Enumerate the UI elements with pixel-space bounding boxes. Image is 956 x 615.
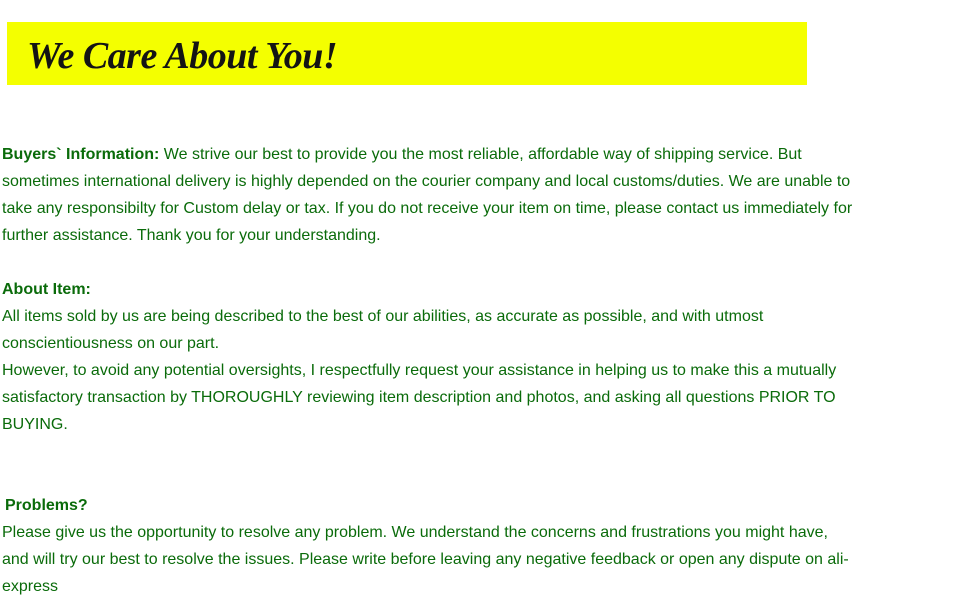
about-item-line-3: However, to avoid any potential oversights, I respectfully request your assistance in helping us to make this a mutually <box>2 362 837 379</box>
buyers-information-line-3: take any responsibilty for Custom delay or tax. If you do not receive your item on time, please contact us immediately for <box>2 200 853 217</box>
buyers-information-heading: Buyers` Information: <box>2 146 160 163</box>
about-item-line-5: BUYING. <box>2 416 68 433</box>
buyers-information-section <box>2 141 954 249</box>
problems-line-2: and will try our best to resolve the issues. Please write before leaving any negative feedback or open any dispute on ali- <box>2 551 849 568</box>
problems-line-3: express <box>2 578 59 595</box>
buyers-information-line-1 <box>2 141 954 168</box>
about-item-section <box>2 276 954 438</box>
problems-heading: Problems? <box>5 497 88 514</box>
buyers-information-line-4: further assistance. Thank you for your understanding. <box>2 227 381 244</box>
banner-title: We Care About You! <box>27 35 338 77</box>
problems-section <box>2 492 954 600</box>
problems-line-1: Please give us the opportunity to resolve any problem. We understand the concerns and frustrations you might have, <box>2 524 828 541</box>
about-item-heading: About Item: <box>2 281 91 298</box>
buyers-information-line-2: sometimes international delivery is highly depended on the courier company and local customs/duties. We are unable to <box>2 173 851 190</box>
about-item-line-1: All items sold by us are being described to the best of our abilities, as accurate as possible, and with utmost <box>2 308 764 325</box>
about-item-line-4: satisfactory transaction by THOROUGHLY reviewing item description and photos, and asking all questions PRIOR TO <box>2 389 836 406</box>
buyers-information-text: We strive our best to provide you the most reliable, affordable way of shipping service. But <box>159 146 802 163</box>
banner <box>7 22 807 85</box>
about-item-line-2: conscientiousness on our part. <box>2 335 220 352</box>
